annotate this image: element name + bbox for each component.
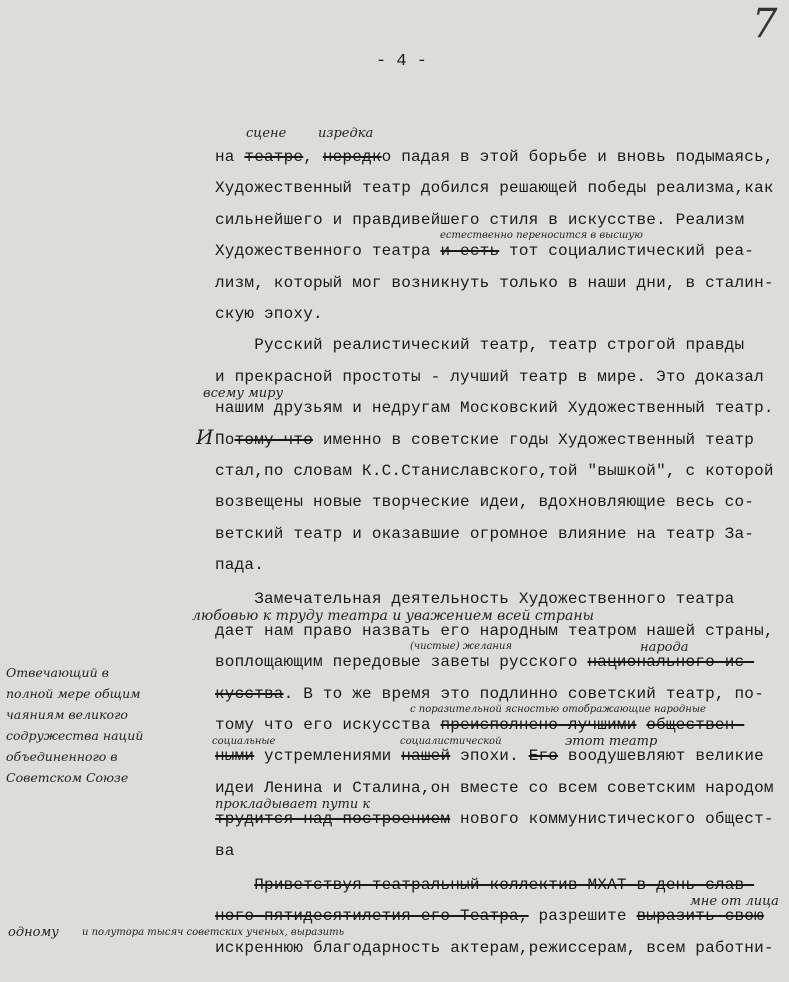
struck-text: национального ис- xyxy=(587,653,755,672)
text-segment: эпохи. xyxy=(450,747,529,766)
struck-text: ного пятидесятилетия его Театра, xyxy=(215,907,529,926)
handwritten-note: естественно переносится в высшую xyxy=(440,230,643,241)
text-segment: устремлениями xyxy=(254,747,402,766)
text-segment: возвещены новые творческие идеи, вдохновляющие весь со- xyxy=(215,493,755,512)
handwritten-note: любовью к труду театра и уважением всей страны xyxy=(192,608,594,624)
text-segment: разрешите xyxy=(528,907,637,926)
margin-note-line: полной мере общим xyxy=(6,686,141,701)
text-segment: тот социалистический реа- xyxy=(499,242,755,261)
text-segment: о падая в этой борьбе и вновь подымаясь, xyxy=(381,148,774,166)
text-line xyxy=(215,330,775,361)
margin-note-line: объединенного в xyxy=(6,749,118,764)
text-segment: на xyxy=(215,148,245,166)
text-segment: именно в советские годы Художественный театр xyxy=(313,430,755,449)
text-line xyxy=(215,173,775,204)
text-segment: ва xyxy=(215,841,235,860)
handwritten-note: прокладывает пути к xyxy=(215,797,371,812)
text-segment: Художественный театр добился решающей победы реализма,как xyxy=(215,179,774,198)
text-segment: нового коммунистического общест- xyxy=(450,810,774,829)
handwritten-note: социальные xyxy=(212,736,276,747)
margin-note-line: Советском Союзе xyxy=(6,770,129,785)
handwritten-note: одному xyxy=(8,925,59,940)
text-segment: нашим друзьям и недругам Московский Художественный театр. xyxy=(215,399,774,418)
text-line xyxy=(215,425,775,456)
margin-note-line: содружества наций xyxy=(6,728,144,743)
text-line xyxy=(215,836,775,867)
text-segment: Замечательная деятельность Художественного театра xyxy=(215,590,735,609)
text-line xyxy=(215,362,775,393)
text-segment: По xyxy=(215,430,235,449)
text-segment: лизм, который мог возникнуть только в наши дни, в сталин- xyxy=(215,273,774,292)
struck-text: тому что xyxy=(234,430,314,449)
text-segment: дает нам право назвать его народным театром нашей страны, xyxy=(215,621,774,640)
text-segment: скую эпоху. xyxy=(215,304,323,323)
handwritten-note: народа xyxy=(640,640,689,655)
page-number: - 4 - xyxy=(376,52,428,71)
struck-text: Приветствуя театральный коллектив МХАТ в день слав- xyxy=(254,875,755,894)
text-segment: . В то же время это подлинно советский театр, по- xyxy=(283,684,764,703)
struck-text: выразить свою xyxy=(636,907,764,926)
text-segment: и прекрасной простоты - лучший театр в мире. Это доказал xyxy=(215,367,764,386)
struck-text: нашей xyxy=(401,747,451,766)
text-segment: воплощающим передовые заветы русского xyxy=(215,653,588,672)
handwritten-note: социалистической xyxy=(400,736,502,747)
margin-note-line: чаяниям великого xyxy=(6,707,128,722)
margin-note xyxy=(6,662,143,788)
typed-text-body xyxy=(215,142,775,964)
text-line xyxy=(215,299,775,330)
handwritten-note: сцене xyxy=(246,126,287,141)
struck-text: театре xyxy=(244,148,304,166)
text-line xyxy=(215,487,775,518)
struck-text: Его xyxy=(528,747,559,766)
text-line xyxy=(215,550,775,581)
handwritten-note: мне от лица xyxy=(690,894,779,909)
handwritten-note: всему миру xyxy=(203,386,284,401)
text-line xyxy=(215,268,775,299)
text-segment: сильнейшего и правдивейшего стиля в искусстве. Реализм xyxy=(215,210,745,229)
text-line xyxy=(215,393,775,424)
text-segment: Художественного театра xyxy=(215,242,441,261)
text-segment xyxy=(636,717,646,733)
folio-number: 7 xyxy=(752,1,778,47)
text-segment: Русский реалистический театр, театр строгой правды xyxy=(215,336,745,355)
struck-text: кусства xyxy=(215,684,284,703)
margin-note-line: Отвечающий в xyxy=(6,665,109,680)
handwritten-note: с поразительной ясностью отображающие народные xyxy=(410,704,706,715)
struck-text: обществен- xyxy=(646,716,745,735)
handwritten-note: (чистые) желания xyxy=(410,641,513,652)
handwritten-note: этот театр xyxy=(565,734,658,749)
text-segment: воодушевляют великие xyxy=(558,747,764,766)
struck-text: и есть xyxy=(440,242,500,261)
struck-text: преисполнено лучшими xyxy=(440,716,637,735)
struck-text: ными xyxy=(215,747,255,766)
handwritten-note: И xyxy=(196,425,214,449)
handwritten-note: и полутора тысяч советских ученых, выразить xyxy=(82,927,345,938)
text-segment xyxy=(215,877,254,893)
text-segment: , xyxy=(303,148,323,166)
text-line xyxy=(215,519,775,550)
text-segment: стал,по словам К.С.Станиславского,той "вышкой", с которой xyxy=(215,461,774,480)
handwritten-note: изредка xyxy=(318,126,374,141)
text-segment: тому что его искусства xyxy=(215,716,441,735)
text-segment: ветский театр и оказавшие огромное влияние на театр За- xyxy=(215,524,755,543)
text-segment: пада. xyxy=(215,556,265,575)
struck-text: нередк xyxy=(322,148,382,166)
text-line xyxy=(215,456,775,487)
text-segment: идеи Ленина и Сталина,он вместе со всем советским народом xyxy=(215,778,774,797)
struck-text: трудится над построением xyxy=(215,810,451,829)
text-segment: искреннюю благодарность актерам,режиссерам, всем работни- xyxy=(215,938,774,957)
text-line xyxy=(215,142,775,173)
